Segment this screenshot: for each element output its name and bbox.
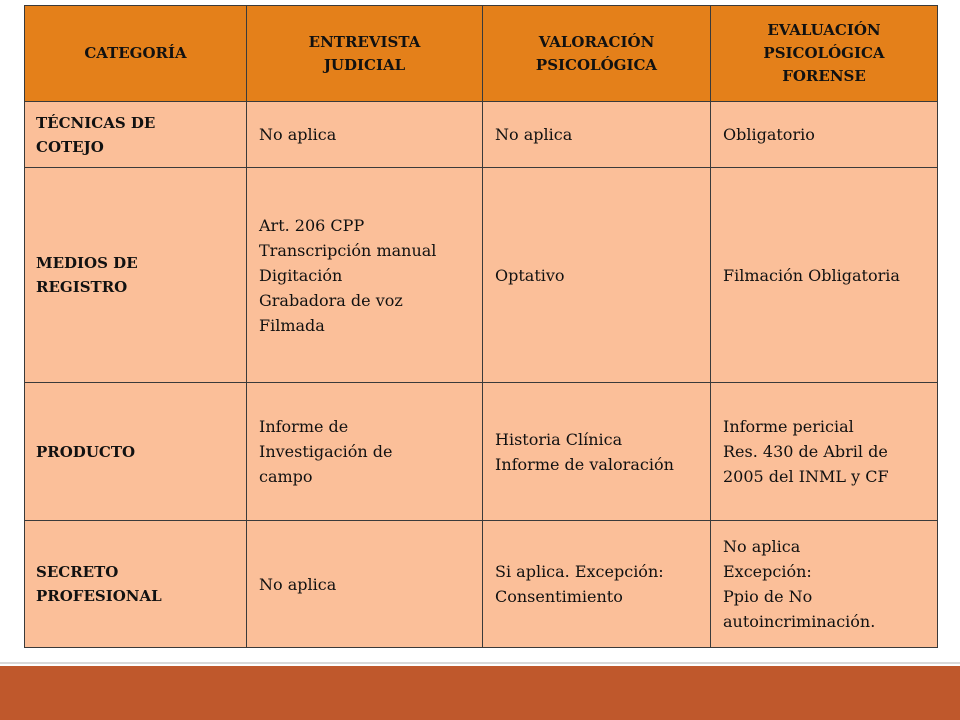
header-line: JUDICIAL <box>323 55 406 74</box>
cell-line: 2005 del INML y CF <box>723 467 889 486</box>
cell-line: PRODUCTO <box>36 442 136 461</box>
header-line: PSICOLÓGICA <box>763 44 885 62</box>
row-category-cell <box>25 102 247 168</box>
cell-line: Res. 430 de Abril de <box>723 442 888 461</box>
footer-color-strip <box>0 666 960 720</box>
cell-line: TÉCNICAS DE <box>36 113 156 132</box>
cell-line: Optativo <box>495 265 565 285</box>
cell-line: Historia Clínica <box>495 429 623 449</box>
row-entrevista-cell <box>247 168 483 383</box>
cell-line: COTEJO <box>36 137 104 156</box>
header-line: FORENSE <box>782 67 866 85</box>
header-line: ENTREVISTA <box>308 32 421 51</box>
cell-line: Digitación <box>259 265 343 285</box>
cell-line: Excepción: <box>723 562 812 581</box>
row-valoracion-cell <box>483 102 711 168</box>
header-categoria <box>25 6 247 102</box>
header-valoracion-psicologica <box>483 6 711 102</box>
row-entrevista-cell <box>247 383 483 521</box>
cell-line: SECRETO <box>36 563 119 581</box>
table-row-tecnicas-de-cotejo <box>25 102 938 168</box>
table-row-producto <box>25 383 938 521</box>
cell-line: Informe de valoración <box>495 454 674 474</box>
table-row-medios-de-registro <box>25 168 938 383</box>
footer-divider <box>0 662 960 664</box>
cell-line: MEDIOS DE <box>36 254 138 272</box>
header-line: VALORACIÓN <box>538 32 655 51</box>
cell-line: Ppio de No <box>723 587 813 606</box>
row-valoracion-cell <box>483 168 711 383</box>
cell-line: Informe pericial <box>723 417 854 436</box>
cell-line: REGISTRO <box>36 278 128 296</box>
cell-line: Grabadora de voz <box>259 290 403 310</box>
row-category-cell <box>25 521 247 648</box>
row-evaluacion-cell <box>711 521 938 648</box>
header-line: PSICOLÓGICA <box>535 55 658 74</box>
row-entrevista-cell <box>247 521 483 648</box>
row-evaluacion-cell <box>711 168 938 383</box>
header-evaluacion-psicologica-forense <box>711 6 938 102</box>
table-row-secreto-profesional <box>25 521 938 648</box>
cell-line: No aplica <box>723 537 801 556</box>
comparison-table <box>24 5 938 648</box>
row-entrevista-cell <box>247 102 483 168</box>
cell-line: Filmada <box>259 315 325 335</box>
header-row <box>25 6 938 102</box>
cell-line: Art. 206 CPP <box>259 215 365 235</box>
row-category-cell <box>25 168 247 383</box>
row-valoracion-cell <box>483 383 711 521</box>
header-entrevista-judicial <box>247 6 483 102</box>
header-line: CATEGORÍA <box>84 44 187 62</box>
cell-line: Transcripción manual <box>259 240 437 260</box>
cell-line: Investigación de <box>259 442 393 461</box>
cell-line: Si aplica. Excepción: <box>495 562 664 581</box>
cell-line: Informe de <box>259 417 349 436</box>
row-valoracion-cell <box>483 521 711 648</box>
row-evaluacion-cell <box>711 383 938 521</box>
row-category-cell <box>25 383 247 521</box>
cell-line: campo <box>259 467 313 486</box>
row-evaluacion-cell <box>711 102 938 168</box>
cell-line: No aplica <box>495 125 573 144</box>
cell-line: autoincriminación. <box>723 612 876 631</box>
header-line: EVALUACIÓN <box>767 21 881 39</box>
cell-line: Consentimiento <box>495 587 623 606</box>
cell-line: Obligatorio <box>723 125 815 144</box>
cell-line: Filmación Obligatoria <box>723 265 900 285</box>
cell-line: No aplica <box>259 125 337 144</box>
cell-line: PROFESIONAL <box>36 587 162 605</box>
cell-line: No aplica <box>259 574 337 594</box>
